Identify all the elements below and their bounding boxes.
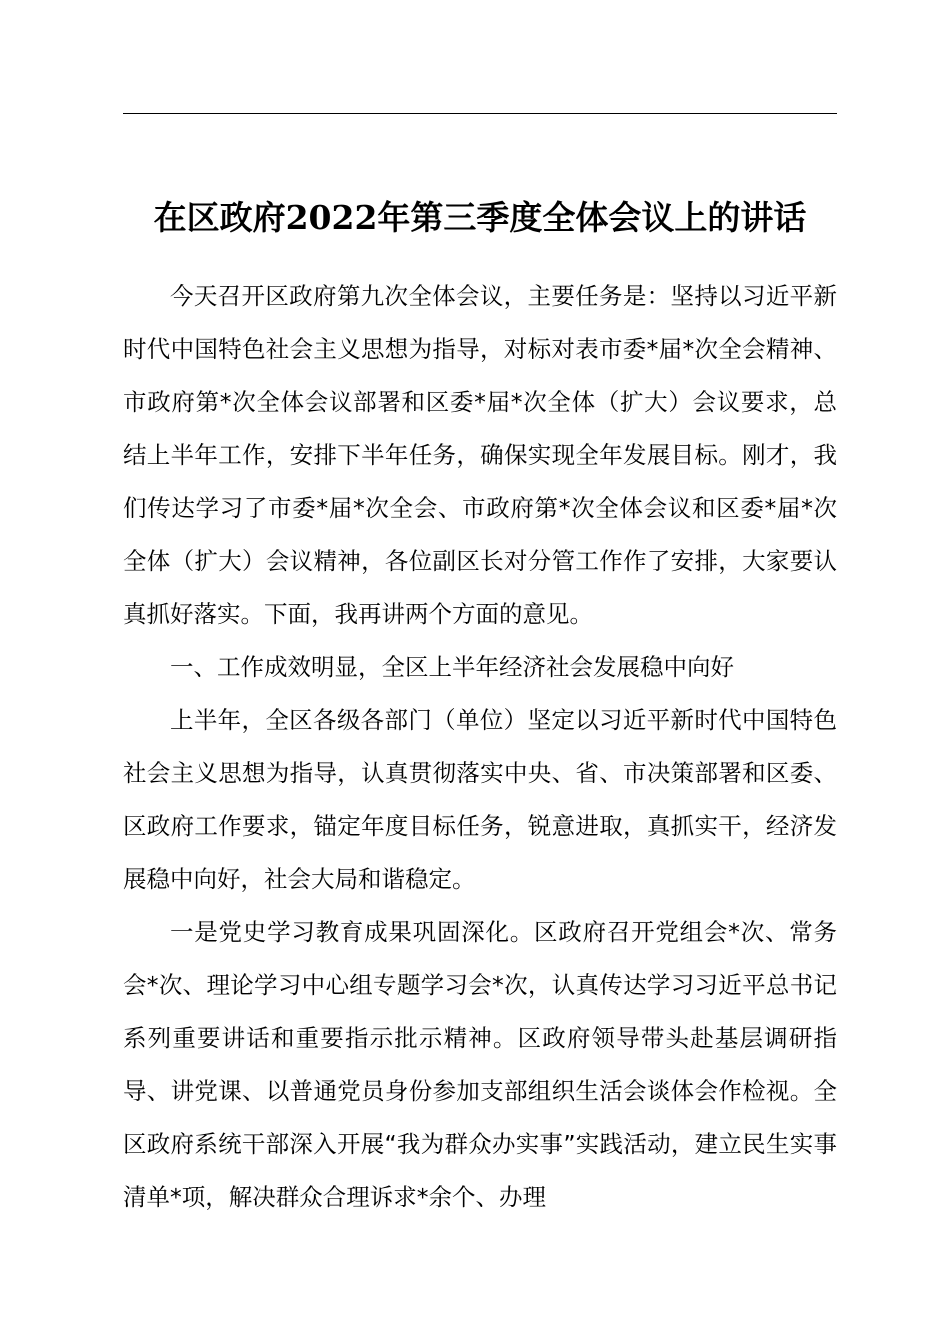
paragraph-summary: 上半年，全区各级各部门（单位）坚定以习近平新时代中国特色社会主义思想为指导，认真贯彻落实中央、省、市决策部署和区委、区政府工作要求，锚定年度目标任务，锐意进取，真抓实干，经济发展稳中向好，社会大局和谐稳定。 xyxy=(123,706,837,893)
document-body xyxy=(123,270,837,1224)
document-title: 在区政府2022年第三季度全体会议上的讲话 xyxy=(153,198,807,238)
paragraph-point-1: 一是党史学习教育成果巩固深化。区政府召开党组会*次、常务会*次、理论学习中心组专题学习会*次，认真传达学习习近平总书记系列重要讲话和重要指示批示精神。区政府领导带头赴基层调研指导、讲党课、以普通党员身份参加支部组织生活会谈体会作检视。全区政府系统干部深入开展“我为群众办实事”实践活动，建立民生实事清单*项，解决群众合理诉求*余个、办理 xyxy=(123,918,837,1211)
paragraph-intro: 今天召开区政府第九次全体会议，主要任务是：坚持以习近平新时代中国特色社会主义思想为指导，对标对表市委*届*次全会精神、市政府第*次全体会议部署和区委*届*次全体（扩大）会议要求，总结上半年工作，安排下半年任务，确保实现全年发展目标。刚才，我们传达学习了市委*届*次全会、市政府第*次全体会议和区委*届*次全体（扩大）会议精神，各位副区长对分管工作作了安排，大家要认真抓好落实。下面，我再讲两个方面的意见。 xyxy=(123,282,837,628)
header-rule xyxy=(123,113,837,114)
section-heading-1: 一、工作成效明显，全区上半年经济社会发展稳中向好 xyxy=(170,653,734,681)
